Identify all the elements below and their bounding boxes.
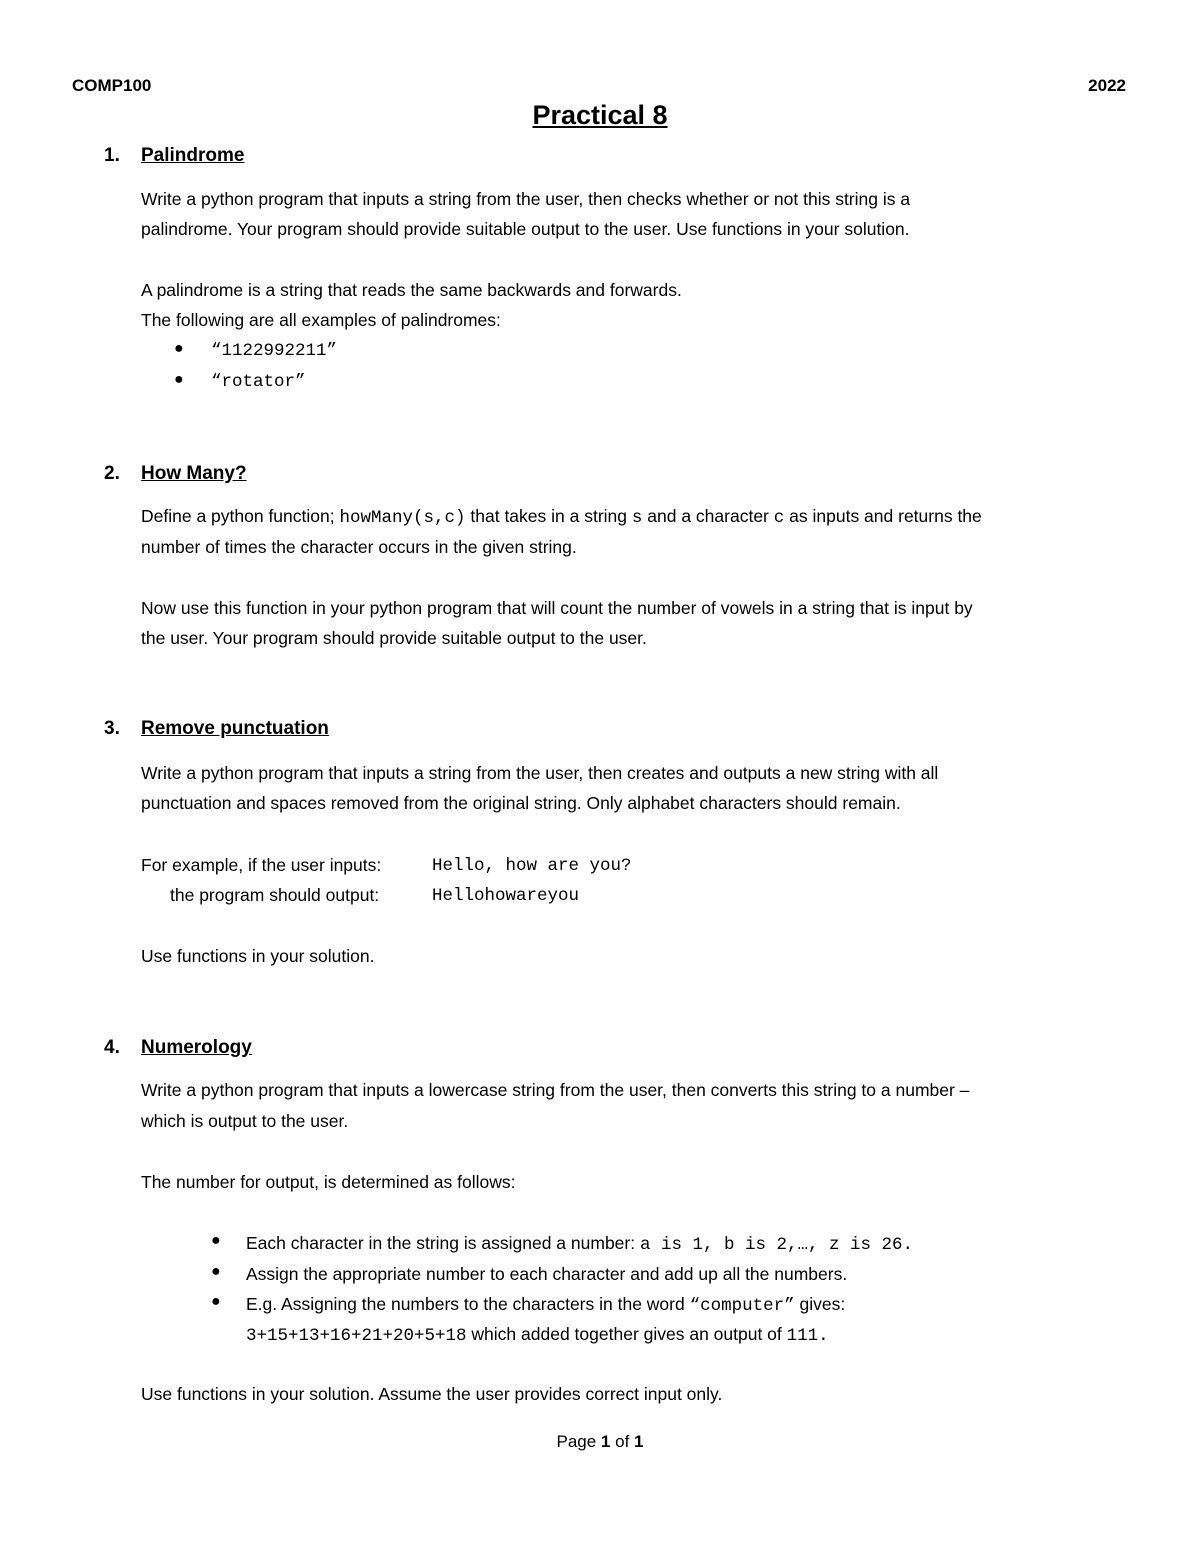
year: 2022 xyxy=(1088,76,1126,95)
numerology-rule-1-text: Each character in the string is assigned a number: xyxy=(246,1233,636,1253)
section-4-line-2: which is output to the user. xyxy=(141,1111,349,1131)
bullet-icon: ● xyxy=(211,1293,221,1310)
section-2-line-1-d: as inputs and returns the xyxy=(789,506,982,526)
page-number xyxy=(0,1432,1200,1452)
page-of: of xyxy=(615,1432,630,1451)
numerology-rule-1 xyxy=(246,1233,913,1255)
bullet-icon: ● xyxy=(174,340,184,357)
numerology-rule-3-suffix: gives: xyxy=(799,1294,846,1314)
param-c: c xyxy=(773,508,785,528)
course-code: COMP100 xyxy=(72,76,152,95)
page-title: Practical 8 xyxy=(532,100,668,130)
section-2-line-2: number of times the character occurs in the given string. xyxy=(141,537,577,557)
section-1-heading: Palindrome xyxy=(141,145,245,166)
section-4-line-3: The number for output, is determined as follows: xyxy=(141,1172,516,1192)
section-2-line-3: Now use this function in your python program that will count the number of vowels in a string that is input by xyxy=(141,598,973,618)
function-signature: howMany(s,c) xyxy=(339,508,466,528)
page-total: 1 xyxy=(634,1432,644,1451)
palindrome-example-1: “1122992211” xyxy=(211,341,338,361)
section-1-line-2: palindrome. Your program should provide suitable output to the user. Use functions in your solution. xyxy=(141,219,910,239)
numerology-rule-3 xyxy=(246,1294,845,1316)
section-2-line-1 xyxy=(141,506,982,528)
section-4-number: 4. xyxy=(104,1037,120,1058)
example-input-label: For example, if the user inputs: xyxy=(141,855,382,875)
section-2-heading: How Many? xyxy=(141,463,247,484)
example-output-label: the program should output: xyxy=(170,885,380,905)
section-4-line-1: Write a python program that inputs a lowercase string from the user, then converts this string to a number – xyxy=(141,1080,970,1100)
section-2-line-4: the user. Your program should provide suitable output to the user. xyxy=(141,628,647,648)
numerology-sum-result: 111. xyxy=(786,1326,829,1346)
example-input-value: Hello, how are you? xyxy=(432,856,632,876)
section-1-line-4: The following are all examples of palindromes: xyxy=(141,310,501,330)
section-2-line-1-b: that takes in a string xyxy=(470,506,628,526)
numerology-sum-expression: 3+15+13+16+21+20+5+18 xyxy=(246,1326,467,1346)
section-3-heading: Remove punctuation xyxy=(141,718,329,739)
section-4-heading: Numerology xyxy=(141,1037,252,1058)
numerology-sum-text: which added together gives an output of xyxy=(471,1324,782,1344)
palindrome-example-2: “rotator” xyxy=(211,372,306,392)
section-2-number: 2. xyxy=(104,463,120,484)
bullet-icon: ● xyxy=(211,1232,221,1249)
numerology-rule-3-text: E.g. Assigning the numbers to the characters in the word xyxy=(246,1294,685,1314)
numerology-rule-1-code: a is 1, b is 2,…, z is 26. xyxy=(639,1235,914,1255)
bullet-icon: ● xyxy=(174,371,184,388)
numerology-rule-2: Assign the appropriate number to each character and add up all the numbers. xyxy=(246,1264,848,1284)
numerology-example-word: “computer” xyxy=(689,1296,795,1316)
section-3-line-2: punctuation and spaces removed from the original string. Only alphabet characters should remain. xyxy=(141,793,901,813)
section-3-number: 3. xyxy=(104,718,120,739)
param-s: s xyxy=(631,508,643,528)
section-1-number: 1. xyxy=(104,145,120,166)
section-2-line-1-c: and a character xyxy=(647,506,769,526)
page-current: 1 xyxy=(600,1432,611,1451)
section-1-line-3: A palindrome is a string that reads the same backwards and forwards. xyxy=(141,280,682,300)
example-output-value: Hellohowareyou xyxy=(432,886,580,906)
section-3-line-5: Use functions in your solution. xyxy=(141,946,375,966)
bullet-icon: ● xyxy=(211,1263,221,1280)
section-4-line-4: Use functions in your solution. Assume the user provides correct input only. xyxy=(141,1384,723,1404)
section-1-line-1: Write a python program that inputs a string from the user, then checks whether or not this string is a xyxy=(141,189,911,209)
section-3-line-1: Write a python program that inputs a string from the user, then creates and outputs a new string with all xyxy=(141,763,939,783)
section-2-line-1-a: Define a python function; xyxy=(141,506,335,526)
numerology-rule-3-line-2 xyxy=(246,1324,829,1346)
page-label: Page xyxy=(556,1432,597,1451)
